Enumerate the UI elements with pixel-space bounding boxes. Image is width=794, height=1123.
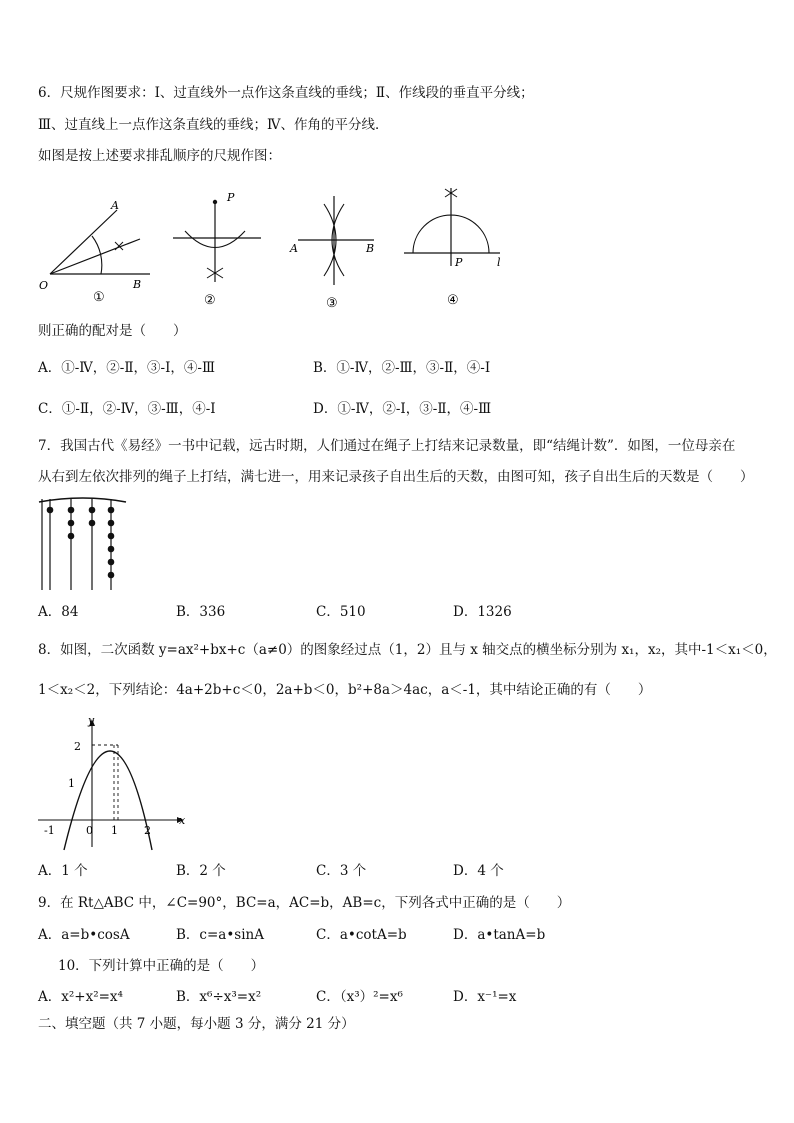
q6-figure-2: [168, 186, 268, 311]
fig2-label-p: P: [227, 191, 235, 204]
q9-option-a[interactable]: A．a=b•cosA: [38, 927, 130, 943]
q9-option-b[interactable]: B．c=a•sinA: [176, 927, 264, 943]
rope-knot: [47, 507, 54, 514]
rope-knot: [89, 507, 96, 514]
rope-knot: [108, 559, 115, 566]
q7-option-c[interactable]: C．510: [316, 604, 366, 620]
fig4-caption: ④: [447, 293, 459, 308]
fig4-label-p: P: [455, 256, 463, 269]
q6-figure-1: [35, 192, 160, 307]
q10-option-b[interactable]: B．x⁶÷x³=x²: [176, 989, 262, 1005]
graph-ytick-2: 2: [74, 740, 81, 753]
graph-tick-neg1: -1: [44, 824, 55, 837]
q7-option-b[interactable]: B．336: [176, 604, 226, 620]
q6-line3: 如图是按上述要求排乱顺序的尺规作图：: [38, 148, 281, 164]
q7-knot-rope-figure: [36, 494, 131, 594]
q10-option-a[interactable]: A．x²+x²=x⁴: [38, 989, 123, 1005]
q7-line1: 7．我国古代《易经》一书中记载，远古时期，人们通过在绳子上打结来记录数量，即“结绳计数”．如图，一位母亲在: [38, 438, 736, 454]
q6-line2: Ⅲ、过直线上一点作这条直线的垂线；Ⅳ、作角的平分线．: [38, 117, 389, 133]
fig1-label-b: B: [133, 278, 142, 291]
rope-knot: [68, 533, 75, 540]
q7-line2: 从右到左依次排列的绳子上打结，满七进一，用来记录孩子自出生后的天数，由图可知，孩子自出生后的天数是（ ）: [38, 469, 754, 485]
rope-knot: [108, 507, 115, 514]
q7-option-a[interactable]: A．84: [38, 604, 79, 620]
graph-tick-2: 2: [144, 824, 151, 837]
q8-line2: 1＜x₂＜2，下列结论：4a+2b+c＜0，2a+b＜0，b²+8a＞4ac，a＜-1，其中结论正确的有（ ）: [38, 682, 652, 698]
q8-line1: 8．如图，二次函数 y=ax²+bx+c（a≠0）的图象经过点（1，2）且与 x 轴交点的横坐标分别为 x₁，x₂，其中-1＜x₁＜0，: [38, 642, 777, 658]
q6-line1: 6．尺规作图要求：Ⅰ、过直线外一点作这条直线的垂线；Ⅱ、作线段的垂直平分线；: [38, 85, 534, 101]
graph-tick-0: 0: [86, 824, 93, 837]
graph-x-axis-label: x: [179, 814, 186, 827]
fig4-label-l: l: [497, 256, 501, 269]
q6-figure-3: [288, 190, 383, 315]
q8-option-b[interactable]: B．2 个: [176, 863, 226, 879]
fig3-caption: ③: [326, 296, 338, 311]
q8-option-d[interactable]: D．4 个: [453, 863, 504, 879]
q9-line1: 9．在 Rt△ABC 中，∠C=90°，BC=a，AC=b，AB=c，下列各式中正确的是（ ）: [38, 895, 571, 911]
graph-ytick-1: 1: [68, 777, 75, 790]
q8-option-c[interactable]: C．3 个: [316, 863, 367, 879]
rope-knot: [108, 520, 115, 527]
fig2-caption: ②: [204, 293, 216, 308]
fig1-label-o: O: [39, 279, 49, 292]
q10-line1: 10．下列计算中正确的是（ ）: [58, 958, 265, 974]
q9-option-d[interactable]: D．a•tanA=b: [453, 927, 546, 943]
graph-tick-1: 1: [111, 824, 118, 837]
q8-parabola-graph: [34, 712, 194, 852]
q6-figure-4: [398, 180, 508, 310]
q10-option-c[interactable]: C．（x³）²=x⁶: [316, 989, 403, 1005]
q6-option-c[interactable]: C．①-Ⅱ，②-Ⅳ，③-Ⅲ，④-Ⅰ: [38, 401, 216, 417]
rope-knot: [108, 572, 115, 579]
fig3-label-a: A: [290, 242, 298, 255]
q8-option-a[interactable]: A．1 个: [38, 863, 88, 879]
q9-option-c[interactable]: C．a•cotA=b: [316, 927, 407, 943]
fig3-label-b: B: [366, 242, 375, 255]
rope-knot: [68, 520, 75, 527]
section2-heading: 二、填空题（共 7 小题，每小题 3 分，满分 21 分）: [38, 1016, 355, 1032]
rope-knot: [68, 507, 75, 514]
q7-option-d[interactable]: D．1326: [453, 604, 512, 620]
fig1-caption: ①: [93, 290, 105, 305]
rope-knot: [89, 520, 96, 527]
fig1-label-a: A: [111, 199, 119, 212]
q6-option-a[interactable]: A．①-Ⅳ，②-Ⅱ，③-Ⅰ，④-Ⅲ: [38, 360, 216, 376]
q10-option-d[interactable]: D．x⁻¹=x: [453, 989, 517, 1005]
q6-option-d[interactable]: D．①-Ⅳ，②-Ⅰ，③-Ⅱ，④-Ⅲ: [313, 401, 492, 417]
q6-option-b[interactable]: B．①-Ⅳ，②-Ⅲ，③-Ⅱ，④-Ⅰ: [313, 360, 491, 376]
graph-y-axis-label: y: [88, 714, 95, 727]
rope-knot: [108, 533, 115, 540]
rope-knot: [108, 546, 115, 553]
q6-prompt: 则正确的配对是（ ）: [38, 323, 187, 339]
